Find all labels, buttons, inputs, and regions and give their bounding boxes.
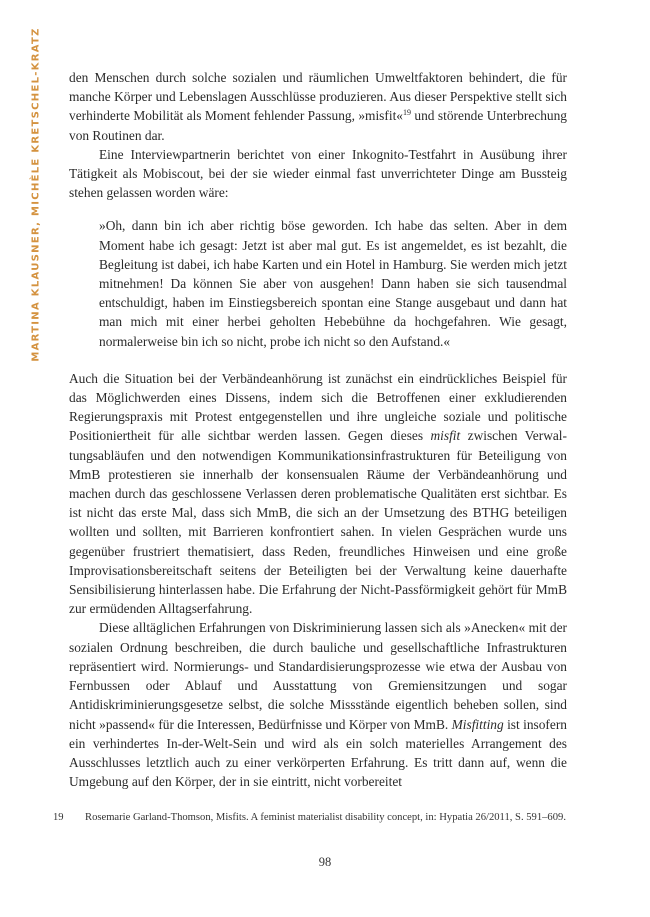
interview-quote: »Oh, dann bin ich aber richtig böse geworden. Ich habe das selten. Aber in dem Moment habe ich gesagt: Jetzt ist aber mal gut. Es ist angemeldet, es ist bezahlt, die Begleitung ist dabei, ich habe Karten und ein Hotel in Hamburg. Sie werden mich jetzt mitnehmen! Da können Sie aber von ausgehen! Dann haben sie sich tausendmal entschuldigt, haben im Einstiegsbereich spontan eine Stange ausgebaut und dann hat man mich mit einer herbei geholten Hebebühne da hochgefahren. Wie gesagt, normalerweise bin ich so nicht, probe ich nicht so den Aufstand.« (99, 218, 567, 349)
footnote (53, 810, 567, 825)
emphasis-misfitting: Misfitting (451, 716, 504, 732)
emphasis-misfit: misfit (430, 428, 461, 444)
footnote-ref-19[interactable]: 19 (403, 108, 411, 118)
paragraph-4: Diese alltäglichen Erfahrungen von Diskriminierung lassen sich als »Anecken« mit der sozialen Ordnung beschreiben, die durch bauliche und gesellschaftliche Infrastrukturen repräsentiert wird. Normierungs- und Standardisierungsprozesse wie etwa der Ausbau von Fernbussen oder Ablauf und Ausstattung von Gremiensitzungen und sogar Antidiskriminierungsgesetze selbst, die solche Missstände eigentlich beheben sollen, sind nicht »passend« für die Interessen, Bedürfnisse und Körper von MmB. Misfitting ist insofern ein verhindertes In-der-Welt-Sein und wird als ein solch materielles Arrangement des Ausschlusses letztlich auch zu einer verkörperten Erfahrung. Es tritt dann auf, wenn die Umgebung auf den Körper, der in sie eintritt, nicht vorbereitet (69, 620, 567, 790)
paragraph-2: Eine Interviewpartnerin berichtet von einer Inkognito-Testfahrt in Ausübung ihrer Tätigkeit als Mobiscout, bei der sie wieder einmal fast unverrichteter Dinge am Bussteig stehen gelassen worden wäre: (69, 146, 567, 201)
running-head (28, 26, 44, 362)
running-head-text: MARTINA KLAUSNER, MICHÈLE KRETSCHEL-KRATZ (30, 26, 42, 362)
paragraph-3: Auch die Situation bei der Verbändeanhörung ist zunächst ein eindrückliches Beispiel für das Möglichwerden eines Dissens, indem sich die Betroffenen einer exkludierenden Regierungspraxis mit Protest entgegenstellen und ihre ungleiche soziale und politische Positioniertheit für alle sichtbar werden lassen. Gegen dieses misfit zwischen Verwaltungsabläufen und den notwendigen Kommunikationsinfrastrukturen für Beteiligung von MmB protestieren sie innerhalb der konsensualen Räume der Verbändeanhörung und machen durch das geschlossene Verlassen deren problematische Qualitäten erst sichtbar. Es ist nicht das erste Mal, dass sich MmB, die sich an der Umsetzung des BTHG beteiligen wollten und sollten, mit Barrieren konfrontiert sahen. In vielen Gesprächen wurde uns gegenüber frustriert thematisiert, dass Reden, freundliches Hinweisen und eine große Improvisationsbereitschaft seitens der Beteiligten bei der Verwaltung keine dauerhafte Sensibilisierung hinterlassen habe. Die Erfahrung der Nicht-Passförmigkeit gehört für MmB zur ermüdenden Alltagserfahrung. (69, 370, 567, 617)
paragraph-1: den Menschen durch solche sozialen und räumlichen Umweltfaktoren behindert, die für manche Körper und Lebenslagen Ausschlüsse produzieren. Aus dieser Perspektive stellt sich verhinderte Mobilität als Moment fehlender Passung, »misfit«$^{19}$ und störende Unterbrechung von Routinen dar. (69, 70, 568, 143)
footnote-number: 19 (53, 812, 64, 823)
footnote-text: Rosemarie Garland-Thomson, Misfits. A feminist materialist disability concept, in: Hypatia 26/2011, S. 591–609. (85, 812, 566, 823)
main-text (69, 68, 567, 791)
page-number: 98 (318, 855, 332, 869)
